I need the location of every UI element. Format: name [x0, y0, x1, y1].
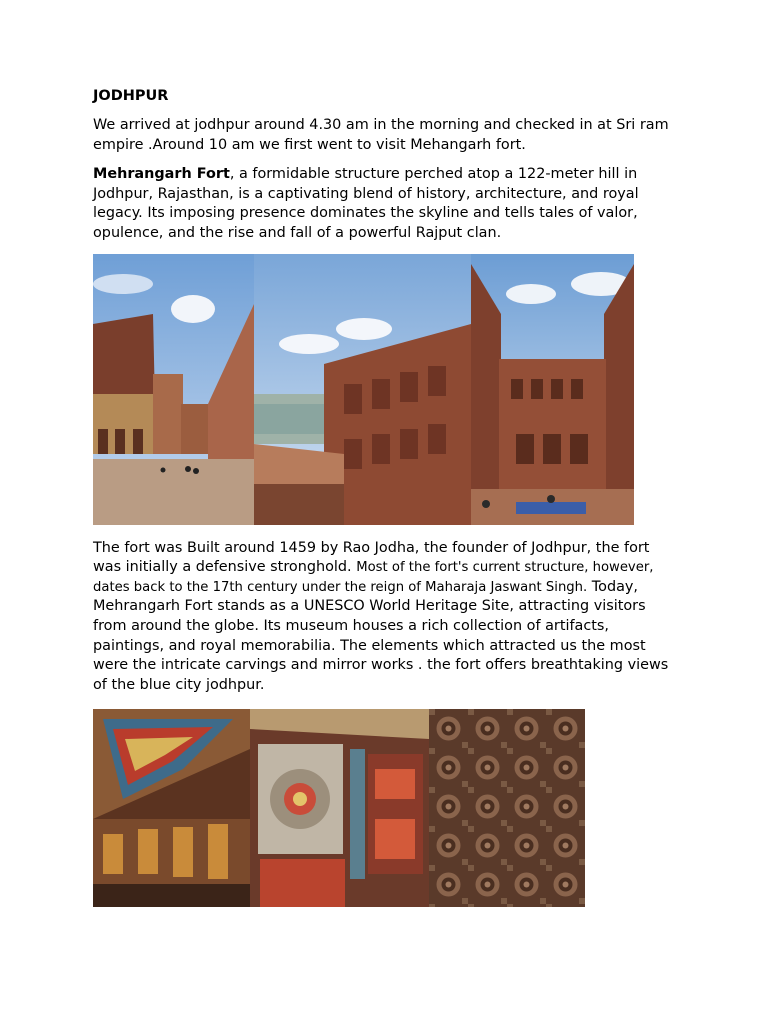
carved-wood-panel-photo [429, 709, 585, 907]
document-page [93, 86, 673, 921]
fort-courtyard-photo [93, 254, 254, 525]
page-title: JODHPUR [93, 88, 169, 104]
photo-row-fort-exterior [93, 254, 673, 525]
painted-ceiling-photo [93, 709, 250, 907]
history-text-1: The fort was Built around 1459 by Rao Jodha, the founder of Jodhpur, the fort was initially a defensive stronghold. [93, 539, 650, 576]
history-paragraph [93, 539, 673, 696]
palace-courtyard-photo [471, 254, 634, 525]
fort-description: , a formidable structure perched atop a 122-meter hill in Jodhpur, Rajasthan, is a captivating blend of history, architecture, and royal legacy. Its imposing presence dominates the skyline and tells tales of valor, opulence, and the rise and fall of a powerful Rajput clan. [93, 166, 639, 241]
history-text-3: Today, Mehrangarh Fort stands as a UNESCO World Heritage Site, attracting visitors from around the globe. Its museum houses a rich collection of artifacts, paintings, and royal memorabilia. The elements which attracted us the most were the intricate carvings and mirror works . the fort offers breathtaking views of the blue city jodhpur. [93, 578, 669, 693]
fort-facade-city-view-photo [254, 254, 471, 525]
photo-row-fort-interior [93, 709, 673, 907]
mirror-work-wall-photo [250, 709, 429, 907]
history-text-2: Most of the fort's current structure, however, dates back to the 17th century under the reign of Maharaja Jaswant Singh. [93, 560, 654, 595]
fort-paragraph [93, 165, 673, 243]
fort-name: Mehrangarh Fort [93, 166, 230, 183]
intro-paragraph: We arrived at jodhpur around 4.30 am in the morning and checked in at Sri ram empire .Around 10 am we first went to visit Mehangarh fort. [93, 117, 669, 153]
